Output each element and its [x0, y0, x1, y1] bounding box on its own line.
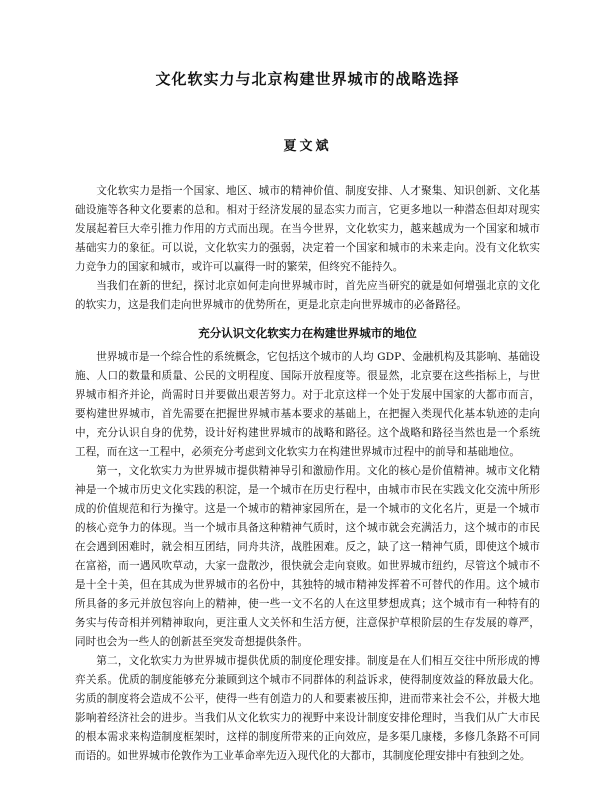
abstract-paragraph: 文化软实力是指一个国家、地区、城市的精神价值、制度安排、人才聚集、知识创新、文化基础设施等各种文化要素的总和。相对于经济发展的显态实力而言，它更多地以一种潜态但却对现实发展起着巨大牵引推力作用的方式而出现。在当今世界，文化软实力，越来越成为一个国家和城市基础实力的象征。可以说，文化软实力的强弱，决定着一个国家和城市的未来走向。没有文化软实力竞争力的国家和城市，或许可以赢得一时的繁荣，但终究不能持久。 [75, 185, 540, 273]
author-name: 夏文斌 [283, 139, 332, 154]
section-heading: 充分认识文化软实力在构建世界城市的地位 [198, 326, 417, 340]
body-paragraph: 第二，文化软实力为世界城市提供优质的制度伦理安排。制度是在人们相互交往中所形成的博弈关系。优质的制度能够充分兼顾到这个城市不同群体的利益诉求，使得制度效益的释放最大化。劣质的制度将会造成不公平，使得一些有创造力的人和要素被压抑，进而带来社会不公，并极大地影响着经济社会的进步。当我们从文化软实力的视野中来设计制度安排伦理时，当我们从广大市民的根本需求来构造制度框架时，这样的制度所带来的正向效应，是多渠几康楼，多修几条路不可同而语的。如世界城市伦敦作为工业革命率先迈入现代化的大都市，其制度伦理安排中有独到之处。 [75, 655, 540, 762]
abstract-section [75, 182, 540, 315]
body-section [75, 348, 540, 766]
abstract-paragraph: 当我们在新的世纪，探讨北京如何走向世界城市时，首先应当研究的就是如何增强北京的文化的软实力，这是我们走向世界城市的优势所在，更是北京走向世界城市的必备路径。 [75, 280, 540, 311]
body-paragraph: 世界城市是一个综合性的系统概念，它包括这个城市的人均 GDP、金融机构及其影响、基础设施、人口的数量和质量、公民的文明程度、国际开放程度等。很显然，北京要在这些指标上，与世界城市相齐并论，尚需时日并要做出艰苦努力。对于北京这样一个处于发展中国家的大都市而言，要构建世界城市，首先需要在把握世界城市基本要求的基础上，在把握入类现代化基本轨迹的走向中，充分认识自身的优势，设计好构建世界城市的战略和路径。这个战略和路径当然也是一个系统工程，而在这一工程中，必须充分考虑到文化软实力在构建世界城市过程中的前导和基础地位。 [75, 351, 540, 458]
body-paragraph: 第一，文化软实力为世界城市提供精神导引和激励作用。文化的核心是价值精神。城市文化精神是一个城市历史文化实践的积淀，是一个城市在历史行程中，由城市市民在实践文化交流中所形成的价值规范和行为操守。这是一个城市的精神家园所在，是一个城市的文化名片，更是一个城市的核心竞争力的体现。当一个城市具备这种精神气质时，这个城市就会充满活力，这个城市的市民在会遇到困难时，就会相互团结，同舟共济，战胜困难。反之，缺了这一精神气质，即使这个城市在富裕，而一遇风吹草动，大家一盘散沙，很快就会走向衰败。如世界城市纽约，尽管这个城市不是十全十美，但在其成为世界城市的名份中，其独特的城市精神发挥着不可替代的作用。这个城市所具备的多元并放包容向上的精神，使一些一文不名的人在这里梦想成真；这个城市有一种特有的务实与传奇相并列精神取向，更注重人文关怀和生活方便，注意保护草根阶层的生存发展的尊严，同时也会为一些人的创新甚至突发奇想提供条件。 [75, 465, 540, 648]
paper-title: 文化软实力与北京构建世界城市的战略选择 [155, 70, 460, 88]
